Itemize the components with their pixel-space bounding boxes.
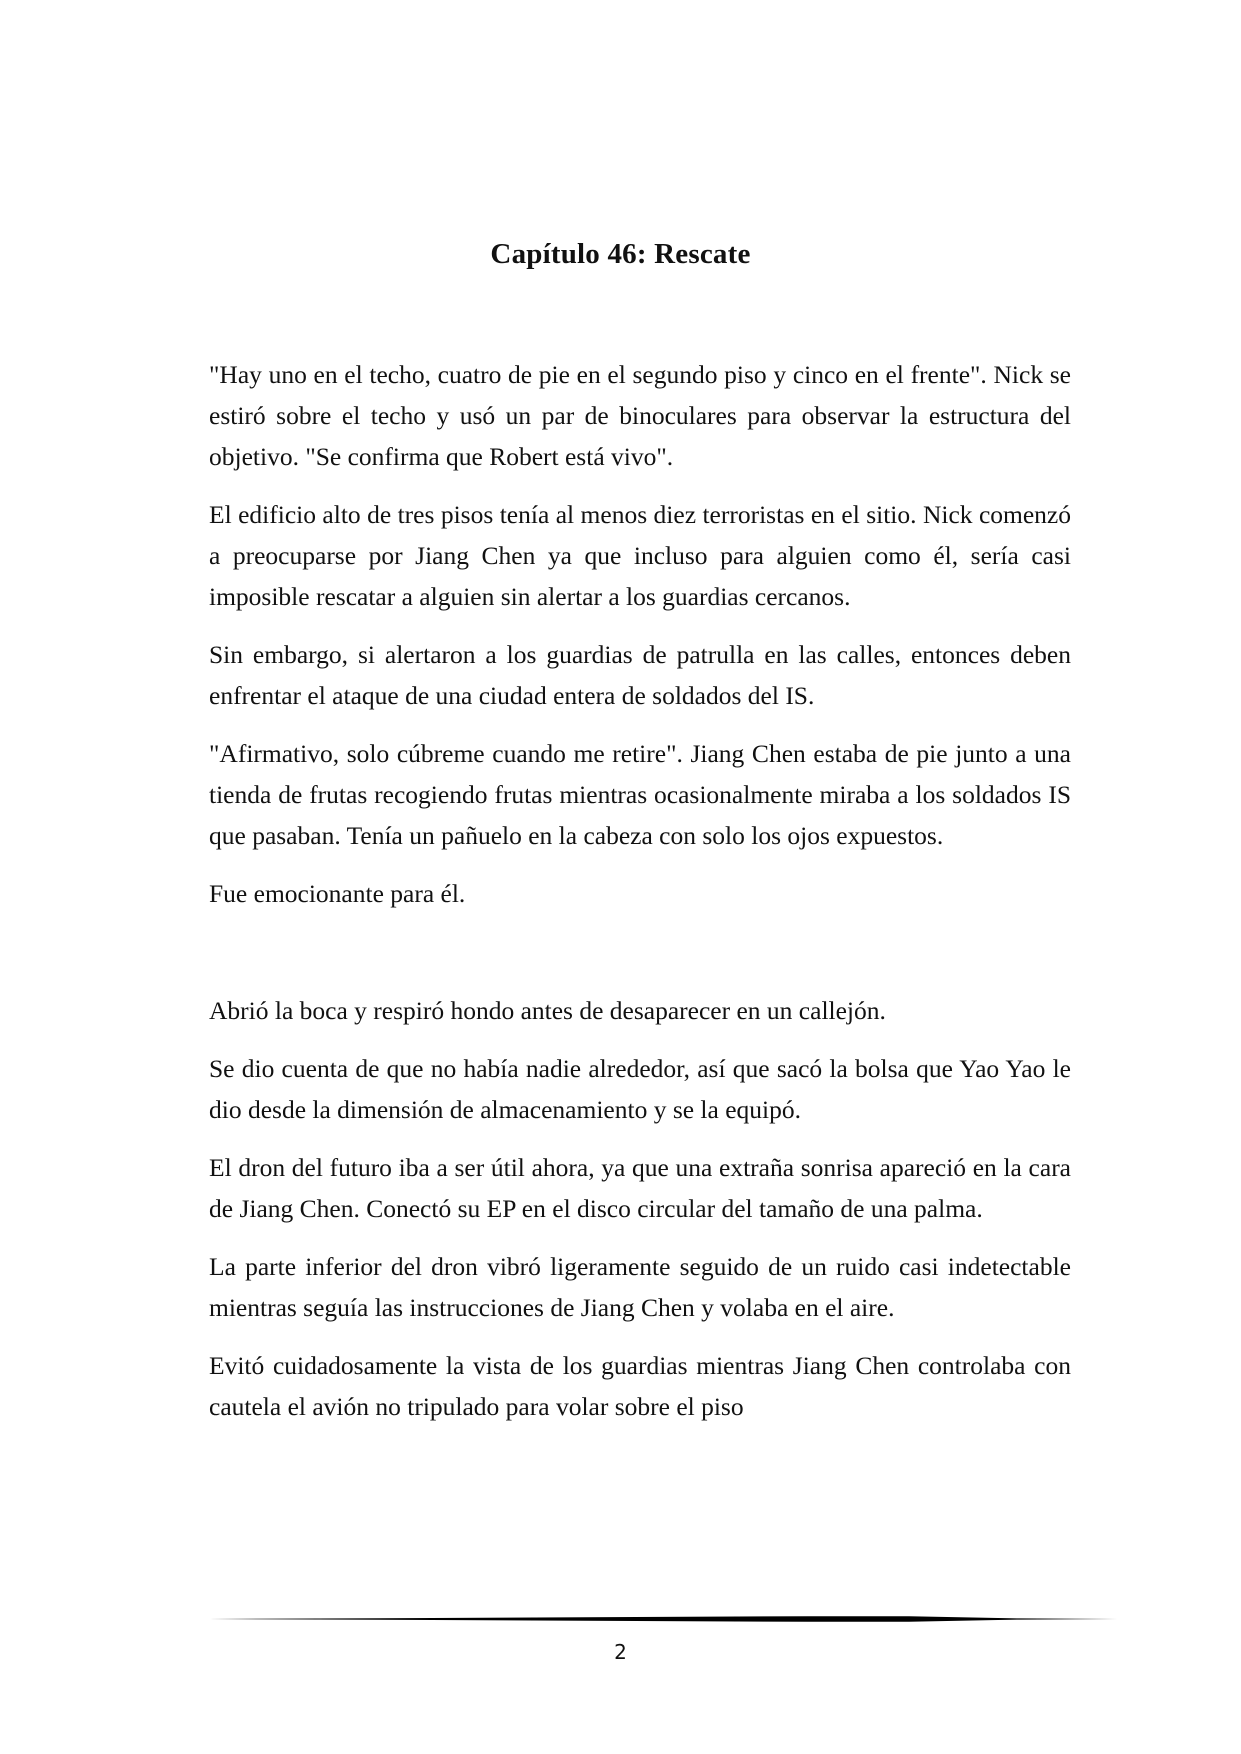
paragraph: El dron del futuro iba a ser útil ahora, ya que una extraña sonrisa apareció en la cara de Jiang Chen. Conectó su EP en el disco circular del tamaño de una palma.: [209, 1153, 1071, 1223]
footer-divider: [209, 1614, 1117, 1624]
chapter-title: Capítulo 46: Rescate: [490, 238, 751, 270]
paragraph: Fue emocionante para él.: [209, 879, 466, 908]
body-text: [209, 354, 1071, 1444]
paragraph: Sin embargo, si alertaron a los guardias de patrulla en las calles, entonces deben enfrentar el ataque de una ciudad entera de soldados del IS.: [209, 640, 1071, 710]
paragraph: La parte inferior del dron vibró ligeramente seguido de un ruido casi indetectable mientras seguía las instrucciones de Jiang Chen y volaba en el aire.: [209, 1252, 1071, 1322]
paragraph: Evitó cuidadosamente la vista de los guardias mientras Jiang Chen controlaba con cautela el avión no tripulado para volar sobre el piso: [209, 1351, 1071, 1421]
paragraph: "Afirmativo, solo cúbreme cuando me retire". Jiang Chen estaba de pie junto a una tienda de frutas recogiendo frutas mientras ocasionalmente miraba a los soldados IS que pasaban. Tenía un pañuelo en la cabeza con solo los ojos expuestos.: [209, 739, 1071, 850]
paragraph: Se dio cuenta de que no había nadie alrededor, así que sacó la bolsa que Yao Yao le dio desde la dimensión de almacenamiento y se la equipó.: [209, 1054, 1071, 1124]
paragraph: El edificio alto de tres pisos tenía al menos diez terroristas en el sitio. Nick comenzó a preocuparse por Jiang Chen ya que incluso para alguien como él, sería casi imposible rescatar a alguien sin alertar a los guardias cercanos.: [209, 500, 1071, 611]
page-number: 2: [614, 1640, 627, 1664]
paragraph: Abrió la boca y respiró hondo antes de desaparecer en un callejón.: [209, 996, 886, 1025]
paragraph: "Hay uno en el techo, cuatro de pie en el segundo piso y cinco en el frente". Nick se estiró sobre el techo y usó un par de binoculares para observar la estructura del objetivo. "Se confirma que Robert está vivo".: [209, 360, 1071, 471]
